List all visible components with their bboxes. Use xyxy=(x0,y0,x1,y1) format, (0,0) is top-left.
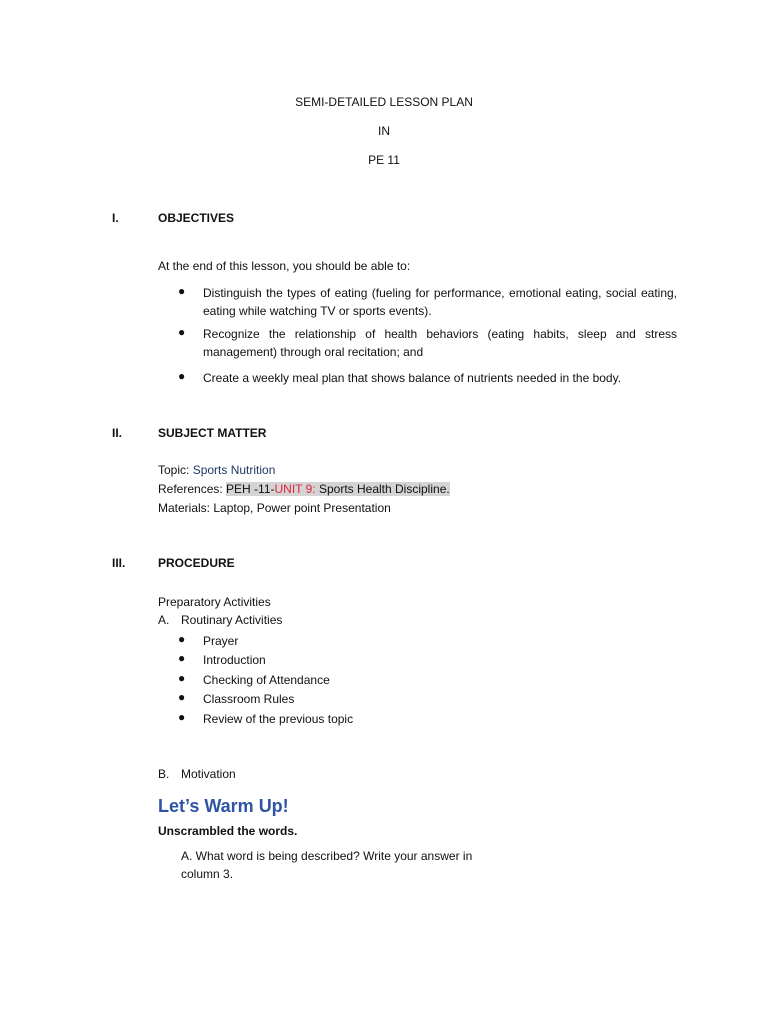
bullet-icon: ● xyxy=(178,690,186,704)
motivation-label: Motivation xyxy=(181,767,236,781)
warmup-title: Let’s Warm Up! xyxy=(158,796,289,816)
doc-title-line1: SEMI-DETAILED LESSON PLAN xyxy=(295,95,473,109)
warmup-instruction-line1: A. What word is being described? Write your answer in xyxy=(181,849,473,863)
section-numeral-2: II. xyxy=(112,426,123,440)
routinary-activities: Routinary Activities xyxy=(181,613,283,627)
warmup-instruction-line2: column 3. xyxy=(181,867,234,881)
section-heading-subject-matter: SUBJECT MATTER xyxy=(158,426,267,440)
bullet-icon: ● xyxy=(178,671,186,685)
sub-label-a: A. xyxy=(158,613,170,627)
doc-title-line3: PE 11 xyxy=(368,153,400,167)
section-heading-objectives: OBJECTIVES xyxy=(158,211,235,225)
bullet-icon: ● xyxy=(178,369,186,383)
bullet-icon: ● xyxy=(178,651,186,665)
bullet-icon: ● xyxy=(178,325,186,339)
objective-text: Create a weekly meal plan that shows balance of nutrients needed in the body. xyxy=(203,371,622,385)
warmup-subtitle: Unscrambled the words. xyxy=(158,824,298,838)
routine-text: Review of the previous topic xyxy=(203,712,354,726)
bullet-icon: ● xyxy=(178,632,186,646)
reference-unit: UNIT 9: xyxy=(274,482,316,496)
sub-label-b: B. xyxy=(158,767,170,781)
topic-label: Topic: xyxy=(158,463,193,477)
routine-text: Checking of Attendance xyxy=(203,673,330,687)
reference-highlight xyxy=(226,482,450,496)
topic-value: Sports Nutrition xyxy=(192,463,276,477)
objective-text: Distinguish the types of eating (fueling for performance, emotional eating, social eating, eating while watching TV or sports events). xyxy=(203,286,677,318)
reference-code: PEH -11- xyxy=(226,482,275,496)
topic-line xyxy=(158,463,275,477)
references-label: References: xyxy=(158,482,227,496)
preparatory-activities: Preparatory Activities xyxy=(158,595,271,609)
routine-text: Classroom Rules xyxy=(203,692,295,706)
doc-title-line2: IN xyxy=(378,124,390,138)
bullet-icon: ● xyxy=(178,710,186,724)
reference-title: Sports Health Discipline. xyxy=(315,482,450,496)
routine-text: Prayer xyxy=(203,634,239,648)
references-line xyxy=(158,482,450,496)
section-numeral-3: III. xyxy=(112,556,126,570)
objectives-intro: At the end of this lesson, you should be able to: xyxy=(158,259,411,273)
materials-line: Materials: Laptop, Power point Presentation xyxy=(158,501,391,515)
routine-text: Introduction xyxy=(203,653,266,667)
section-heading-procedure: PROCEDURE xyxy=(158,556,235,570)
section-numeral-1: I. xyxy=(112,211,119,225)
bullet-icon: ● xyxy=(178,284,186,298)
objective-text: Recognize the relationship of health behaviors (eating habits, sleep and stress management) through oral recitation; and xyxy=(203,327,677,359)
